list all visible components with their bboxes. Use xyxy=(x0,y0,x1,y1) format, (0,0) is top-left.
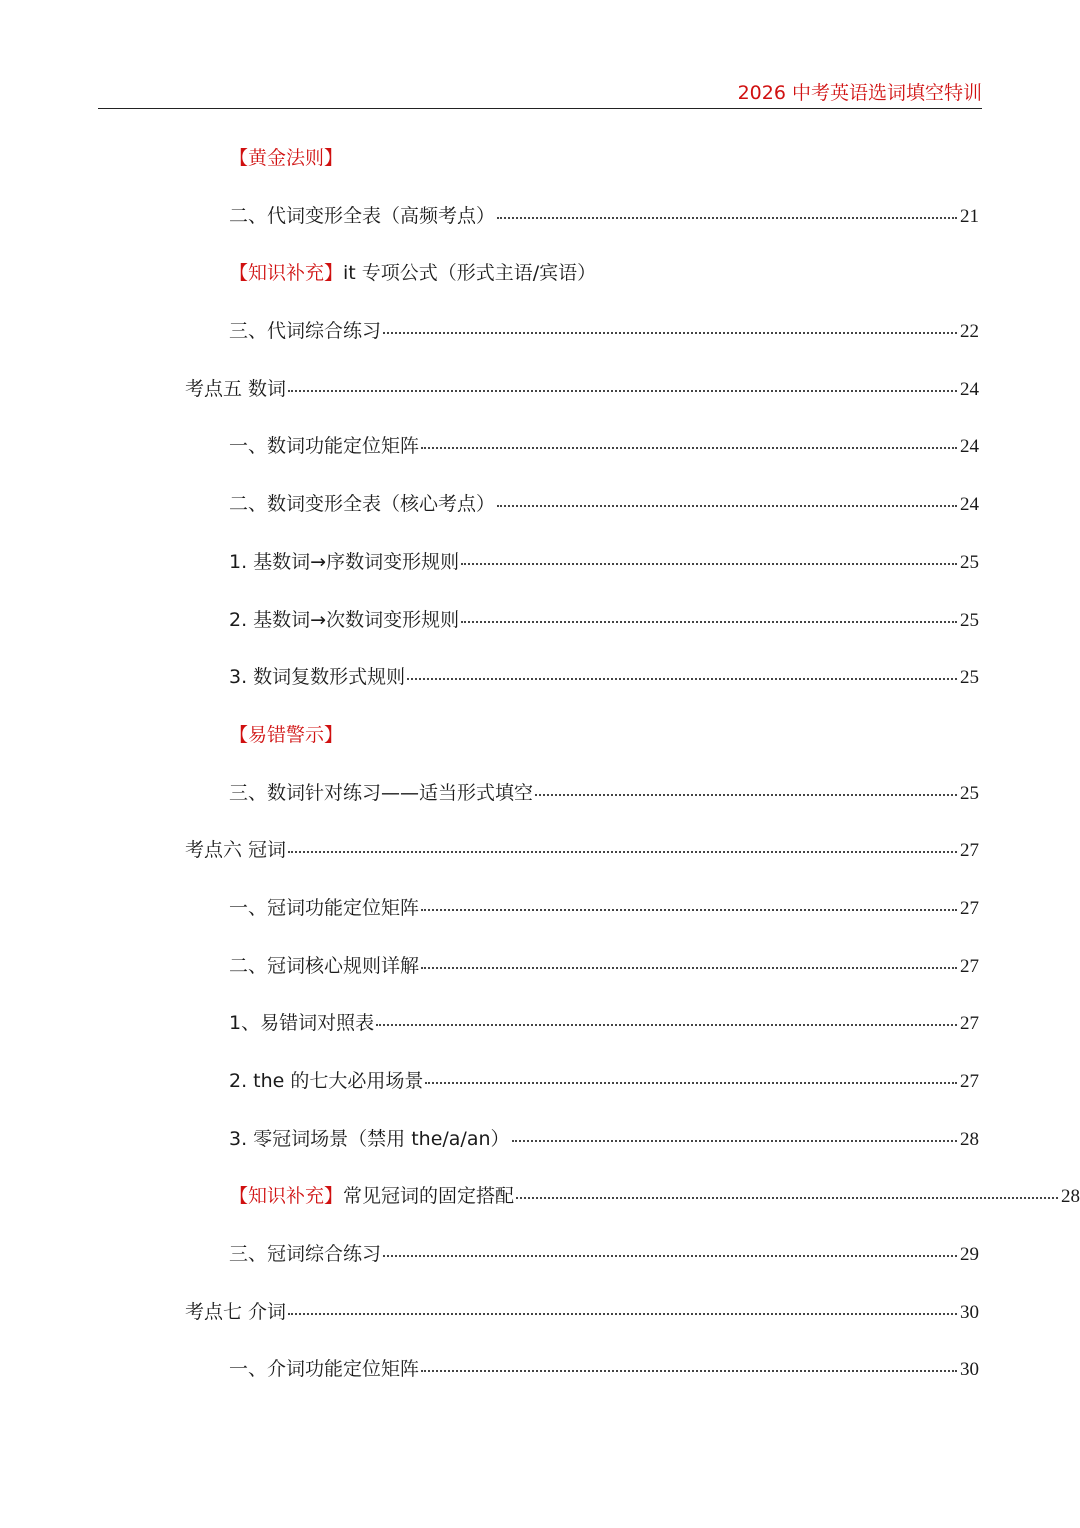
toc-dot-leader xyxy=(425,1081,957,1084)
toc-entry[interactable] xyxy=(0,130,1080,188)
toc-entry-tag: 【知识补充】 xyxy=(229,262,344,285)
toc-entry-label: 3. 零冠词场景（禁用 the/a/an） xyxy=(229,1127,510,1150)
toc-dot-leader xyxy=(383,331,957,334)
toc-entry[interactable] xyxy=(0,476,1080,534)
toc-entry-label: 二、数词变形全表（核心考点） xyxy=(229,493,496,516)
toc-entry-page-number: 24 xyxy=(960,436,979,458)
toc-entry-page-number: 25 xyxy=(960,667,979,689)
toc-entry[interactable] xyxy=(0,938,1080,996)
toc-entry-label: 二、代词变形全表（高频考点） xyxy=(229,204,496,227)
toc-entry[interactable] xyxy=(0,1053,1080,1111)
toc-entry[interactable] xyxy=(0,245,1080,303)
toc-entry-page-number: 30 xyxy=(960,1359,979,1381)
toc-entry[interactable] xyxy=(0,822,1080,880)
toc-entry-label: 1、易错词对照表 xyxy=(229,1012,375,1035)
toc-entry-page-number: 28 xyxy=(960,1128,979,1150)
toc-dot-leader xyxy=(497,216,957,219)
toc-entry-label: 2. the 的七大必用场景 xyxy=(229,1070,424,1092)
toc-entry-page-number: 29 xyxy=(960,1244,979,1266)
toc-entry[interactable] xyxy=(0,1341,1080,1399)
toc-entry-page-number: 24 xyxy=(960,378,979,400)
toc-entry[interactable] xyxy=(0,361,1080,419)
toc-entry-label: 一、数词功能定位矩阵 xyxy=(229,435,420,458)
toc-entry-page-number: 25 xyxy=(960,782,979,804)
toc-entry-page-number: 22 xyxy=(960,321,979,343)
toc-entry[interactable] xyxy=(0,707,1080,765)
toc-entry-label: 三、代词综合练习 xyxy=(229,320,382,343)
toc-entry[interactable] xyxy=(0,880,1080,938)
toc-entry[interactable] xyxy=(0,995,1080,1053)
toc-dot-leader xyxy=(512,1139,957,1142)
toc-entry-label: 常见冠词的固定搭配 xyxy=(343,1185,515,1208)
table-of-contents xyxy=(0,130,1080,1399)
toc-entry[interactable] xyxy=(0,592,1080,650)
toc-dot-leader xyxy=(535,793,957,796)
toc-entry-tag: 【黄金法则】 xyxy=(229,147,344,169)
toc-dot-leader xyxy=(288,1312,957,1315)
toc-entry-page-number: 30 xyxy=(960,1301,979,1323)
toc-dot-leader xyxy=(497,504,957,507)
toc-dot-leader xyxy=(383,1254,957,1257)
toc-dot-leader xyxy=(376,1023,957,1026)
toc-entry-label: 考点六 冠词 xyxy=(185,839,287,862)
toc-entry-page-number: 21 xyxy=(960,205,979,227)
toc-entry[interactable] xyxy=(0,1111,1080,1169)
toc-entry-page-number: 27 xyxy=(960,1013,979,1035)
toc-entry-label: 一、介词功能定位矩阵 xyxy=(229,1358,420,1381)
toc-entry[interactable] xyxy=(0,1284,1080,1342)
toc-entry-label: 3. 数词复数形式规则 xyxy=(229,666,406,689)
toc-entry-page-number: 27 xyxy=(960,840,979,862)
toc-dot-leader xyxy=(288,850,957,853)
toc-entry-label: 三、冠词综合练习 xyxy=(229,1243,382,1266)
toc-entry[interactable] xyxy=(0,1168,1080,1226)
toc-entry-page-number: 25 xyxy=(960,609,979,631)
toc-entry-page-number: 27 xyxy=(960,955,979,977)
toc-entry-page-number: 24 xyxy=(960,494,979,516)
toc-entry-label: 1. 基数词→序数词变形规则 xyxy=(229,550,460,573)
toc-entry-label: 2. 基数词→次数词变形规则 xyxy=(229,608,460,631)
toc-dot-leader xyxy=(421,1369,957,1372)
toc-entry[interactable] xyxy=(0,1226,1080,1284)
toc-dot-leader xyxy=(288,389,957,392)
toc-entry-tag: 【知识补充】 xyxy=(229,1185,344,1208)
toc-dot-leader xyxy=(407,677,957,680)
toc-entry[interactable] xyxy=(0,649,1080,707)
toc-dot-leader xyxy=(421,966,957,969)
toc-entry[interactable] xyxy=(0,765,1080,823)
toc-entry-label: 考点五 数词 xyxy=(185,377,287,400)
toc-entry-label: 一、冠词功能定位矩阵 xyxy=(229,896,420,919)
toc-dot-leader xyxy=(461,562,957,565)
toc-entry-page-number: 27 xyxy=(960,1071,979,1092)
toc-entry[interactable] xyxy=(0,303,1080,361)
toc-dot-leader xyxy=(421,908,957,911)
toc-dot-leader xyxy=(516,1196,1058,1199)
toc-entry-label: 考点七 介词 xyxy=(185,1300,287,1323)
toc-entry[interactable] xyxy=(0,418,1080,476)
toc-entry-tag: 【易错警示】 xyxy=(229,723,344,746)
toc-entry[interactable] xyxy=(0,188,1080,246)
running-header-title: 2026 中考英语选词填空特训 xyxy=(737,82,982,104)
toc-entry-page-number: 25 xyxy=(960,551,979,573)
toc-entry[interactable] xyxy=(0,534,1080,592)
toc-entry-label: 二、冠词核心规则详解 xyxy=(229,954,420,977)
toc-entry-label: it 专项公式（形式主语/宾语） xyxy=(343,262,597,285)
header-rule xyxy=(98,108,982,109)
toc-entry-page-number: 28 xyxy=(1061,1186,1080,1208)
toc-entry-page-number: 27 xyxy=(960,897,979,919)
toc-dot-leader xyxy=(421,446,957,449)
toc-dot-leader xyxy=(461,620,957,623)
toc-entry-label: 三、数词针对练习——适当形式填空 xyxy=(229,781,534,804)
